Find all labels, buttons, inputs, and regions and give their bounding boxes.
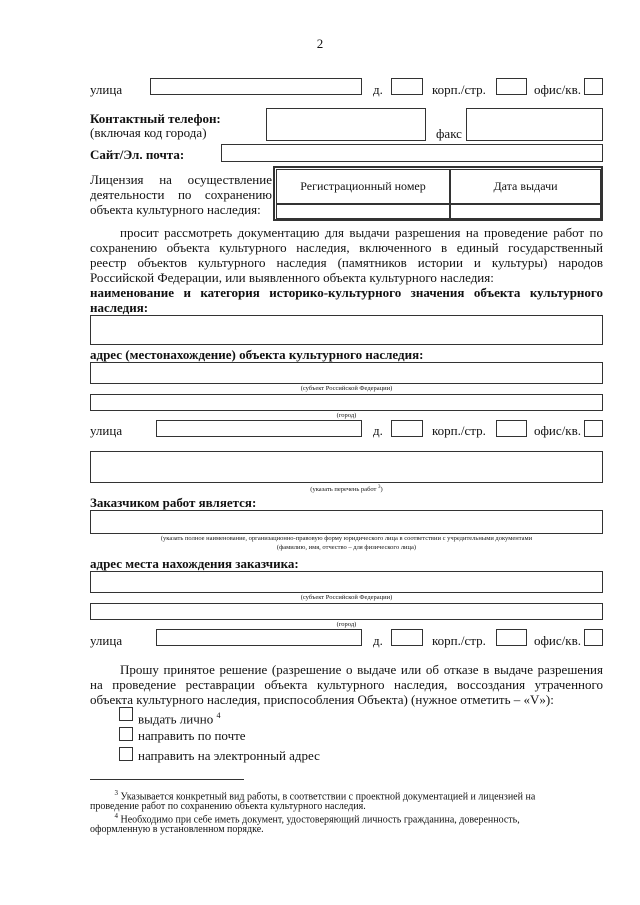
object-korp-input[interactable]: [496, 420, 527, 437]
footnote-3-cont: проведение работ по сохранению объекта культурного наследия.: [90, 801, 366, 812]
customer-house-label: д.: [373, 633, 383, 648]
customer-house-input[interactable]: [391, 629, 423, 646]
site-label: Сайт/Эл. почта:: [90, 147, 185, 162]
footnote-separator: [90, 779, 244, 780]
request-line4: Российской Федерации, или выявленного объекта культурного наследия:: [90, 270, 494, 285]
license-line2: деятельности по сохранению: [90, 187, 272, 202]
request-line2: сохранению объекта культурного наследия, включенного в единый государственный: [90, 240, 603, 255]
customer-name-input[interactable]: [90, 510, 603, 534]
footnote-4: $^4$ Необходимо при себе иметь документ, удостоверяющий личность гражданина, доверенность,: [114, 812, 520, 826]
object-house-input[interactable]: [391, 420, 423, 437]
object-address-label: адрес (местонахождение) объекта культурного наследия:: [90, 347, 424, 362]
decision-line2: на проведение реставрации объекта культурного наследия, воссоздания утраченного: [90, 677, 603, 692]
object-name-heading: наименование и категория историко-культурного значения объекта культурного: [90, 285, 603, 300]
object-street-input[interactable]: [156, 420, 362, 437]
option-mail-label: направить по почте: [138, 728, 246, 743]
house-label: д.: [373, 82, 383, 97]
decision-line1: Прошу принятое решение (разрешение о выдаче или об отказе в выдаче разрешения: [120, 662, 603, 677]
request-line3: реестр объектов культурного наследия (памятников истории и культуры) народов: [90, 255, 603, 270]
customer-korp-input[interactable]: [496, 629, 527, 646]
works-list-input[interactable]: [90, 451, 603, 483]
license-date-input[interactable]: [450, 204, 601, 219]
customer-office-label: офис/кв.: [534, 633, 581, 648]
office-label: офис/кв.: [534, 82, 581, 97]
footnote-3: $^3$ Указывается конкретный вид работы, в соответствии с проектной документацией и лицензией на: [114, 789, 536, 803]
license-col-date: Дата выдачи: [450, 169, 601, 204]
customer-city-caption: (город): [336, 621, 357, 628]
customer-subject-input[interactable]: [90, 571, 603, 593]
object-city-caption: (город): [336, 412, 357, 419]
customer-caption-2: (фамилию, имя, отчество – для физического лица): [276, 544, 417, 551]
house-input[interactable]: [391, 78, 423, 95]
object-name-heading-2: наследия:: [90, 300, 149, 315]
customer-street-label: улица: [90, 633, 123, 648]
page-number: 2: [316, 36, 324, 51]
street-input[interactable]: [150, 78, 362, 95]
decision-line3: объекта культурного наследия, приспособления Объекта) (нужное отметить – «V»):: [90, 692, 554, 707]
option-in-person-label: выдать лично $^4$: [138, 711, 221, 727]
customer-address-label: адрес места нахождения заказчика:: [90, 556, 299, 571]
site-input[interactable]: [221, 144, 603, 162]
option-email-label: направить на электронный адрес: [138, 748, 320, 763]
office-input[interactable]: [584, 78, 603, 95]
option-email-checkbox[interactable]: [119, 747, 133, 761]
object-subject-caption: (субъект Российской Федерации): [300, 385, 393, 392]
license-line1: Лицензия на осуществление: [90, 172, 272, 187]
korp-input[interactable]: [496, 78, 527, 95]
korp-label: корп./стр.: [432, 82, 486, 97]
option-in-person-checkbox[interactable]: [119, 707, 133, 721]
footnote-4-cont: оформленную в установленном порядке.: [90, 824, 264, 835]
request-line1: просит рассмотреть документацию для выдачи разрешения на проведение работ по: [120, 225, 603, 240]
object-korp-label: корп./стр.: [432, 423, 486, 438]
customer-subject-caption: (субъект Российской Федерации): [300, 594, 393, 601]
street-label: улица: [90, 82, 123, 97]
phone-label: Контактный телефон:: [90, 111, 221, 126]
option-mail-checkbox[interactable]: [119, 727, 133, 741]
phone-hint: (включая код города): [90, 125, 207, 140]
works-list-caption: (указать перечень работ $^3$): [310, 485, 383, 494]
customer-office-input[interactable]: [584, 629, 603, 646]
customer-label: Заказчиком работ является:: [90, 495, 257, 510]
customer-street-input[interactable]: [156, 629, 362, 646]
object-subject-input[interactable]: [90, 362, 603, 384]
object-office-input[interactable]: [584, 420, 603, 437]
license-line3: объекта культурного наследия:: [90, 202, 261, 217]
fax-input[interactable]: [466, 108, 603, 141]
license-number-input[interactable]: [276, 204, 450, 219]
customer-city-input[interactable]: [90, 603, 603, 620]
object-street-label: улица: [90, 423, 123, 438]
license-col-number: Регистрационный номер: [276, 169, 450, 204]
object-house-label: д.: [373, 423, 383, 438]
fax-label: факс: [436, 126, 462, 141]
customer-korp-label: корп./стр.: [432, 633, 486, 648]
object-city-input[interactable]: [90, 394, 603, 411]
phone-input[interactable]: [266, 108, 426, 141]
object-name-input[interactable]: [90, 315, 603, 345]
customer-caption-1: (указать полное наименование, организационно-правовую форму юридического лица в соответствии с учредительными документами: [160, 535, 533, 542]
object-office-label: офис/кв.: [534, 423, 581, 438]
